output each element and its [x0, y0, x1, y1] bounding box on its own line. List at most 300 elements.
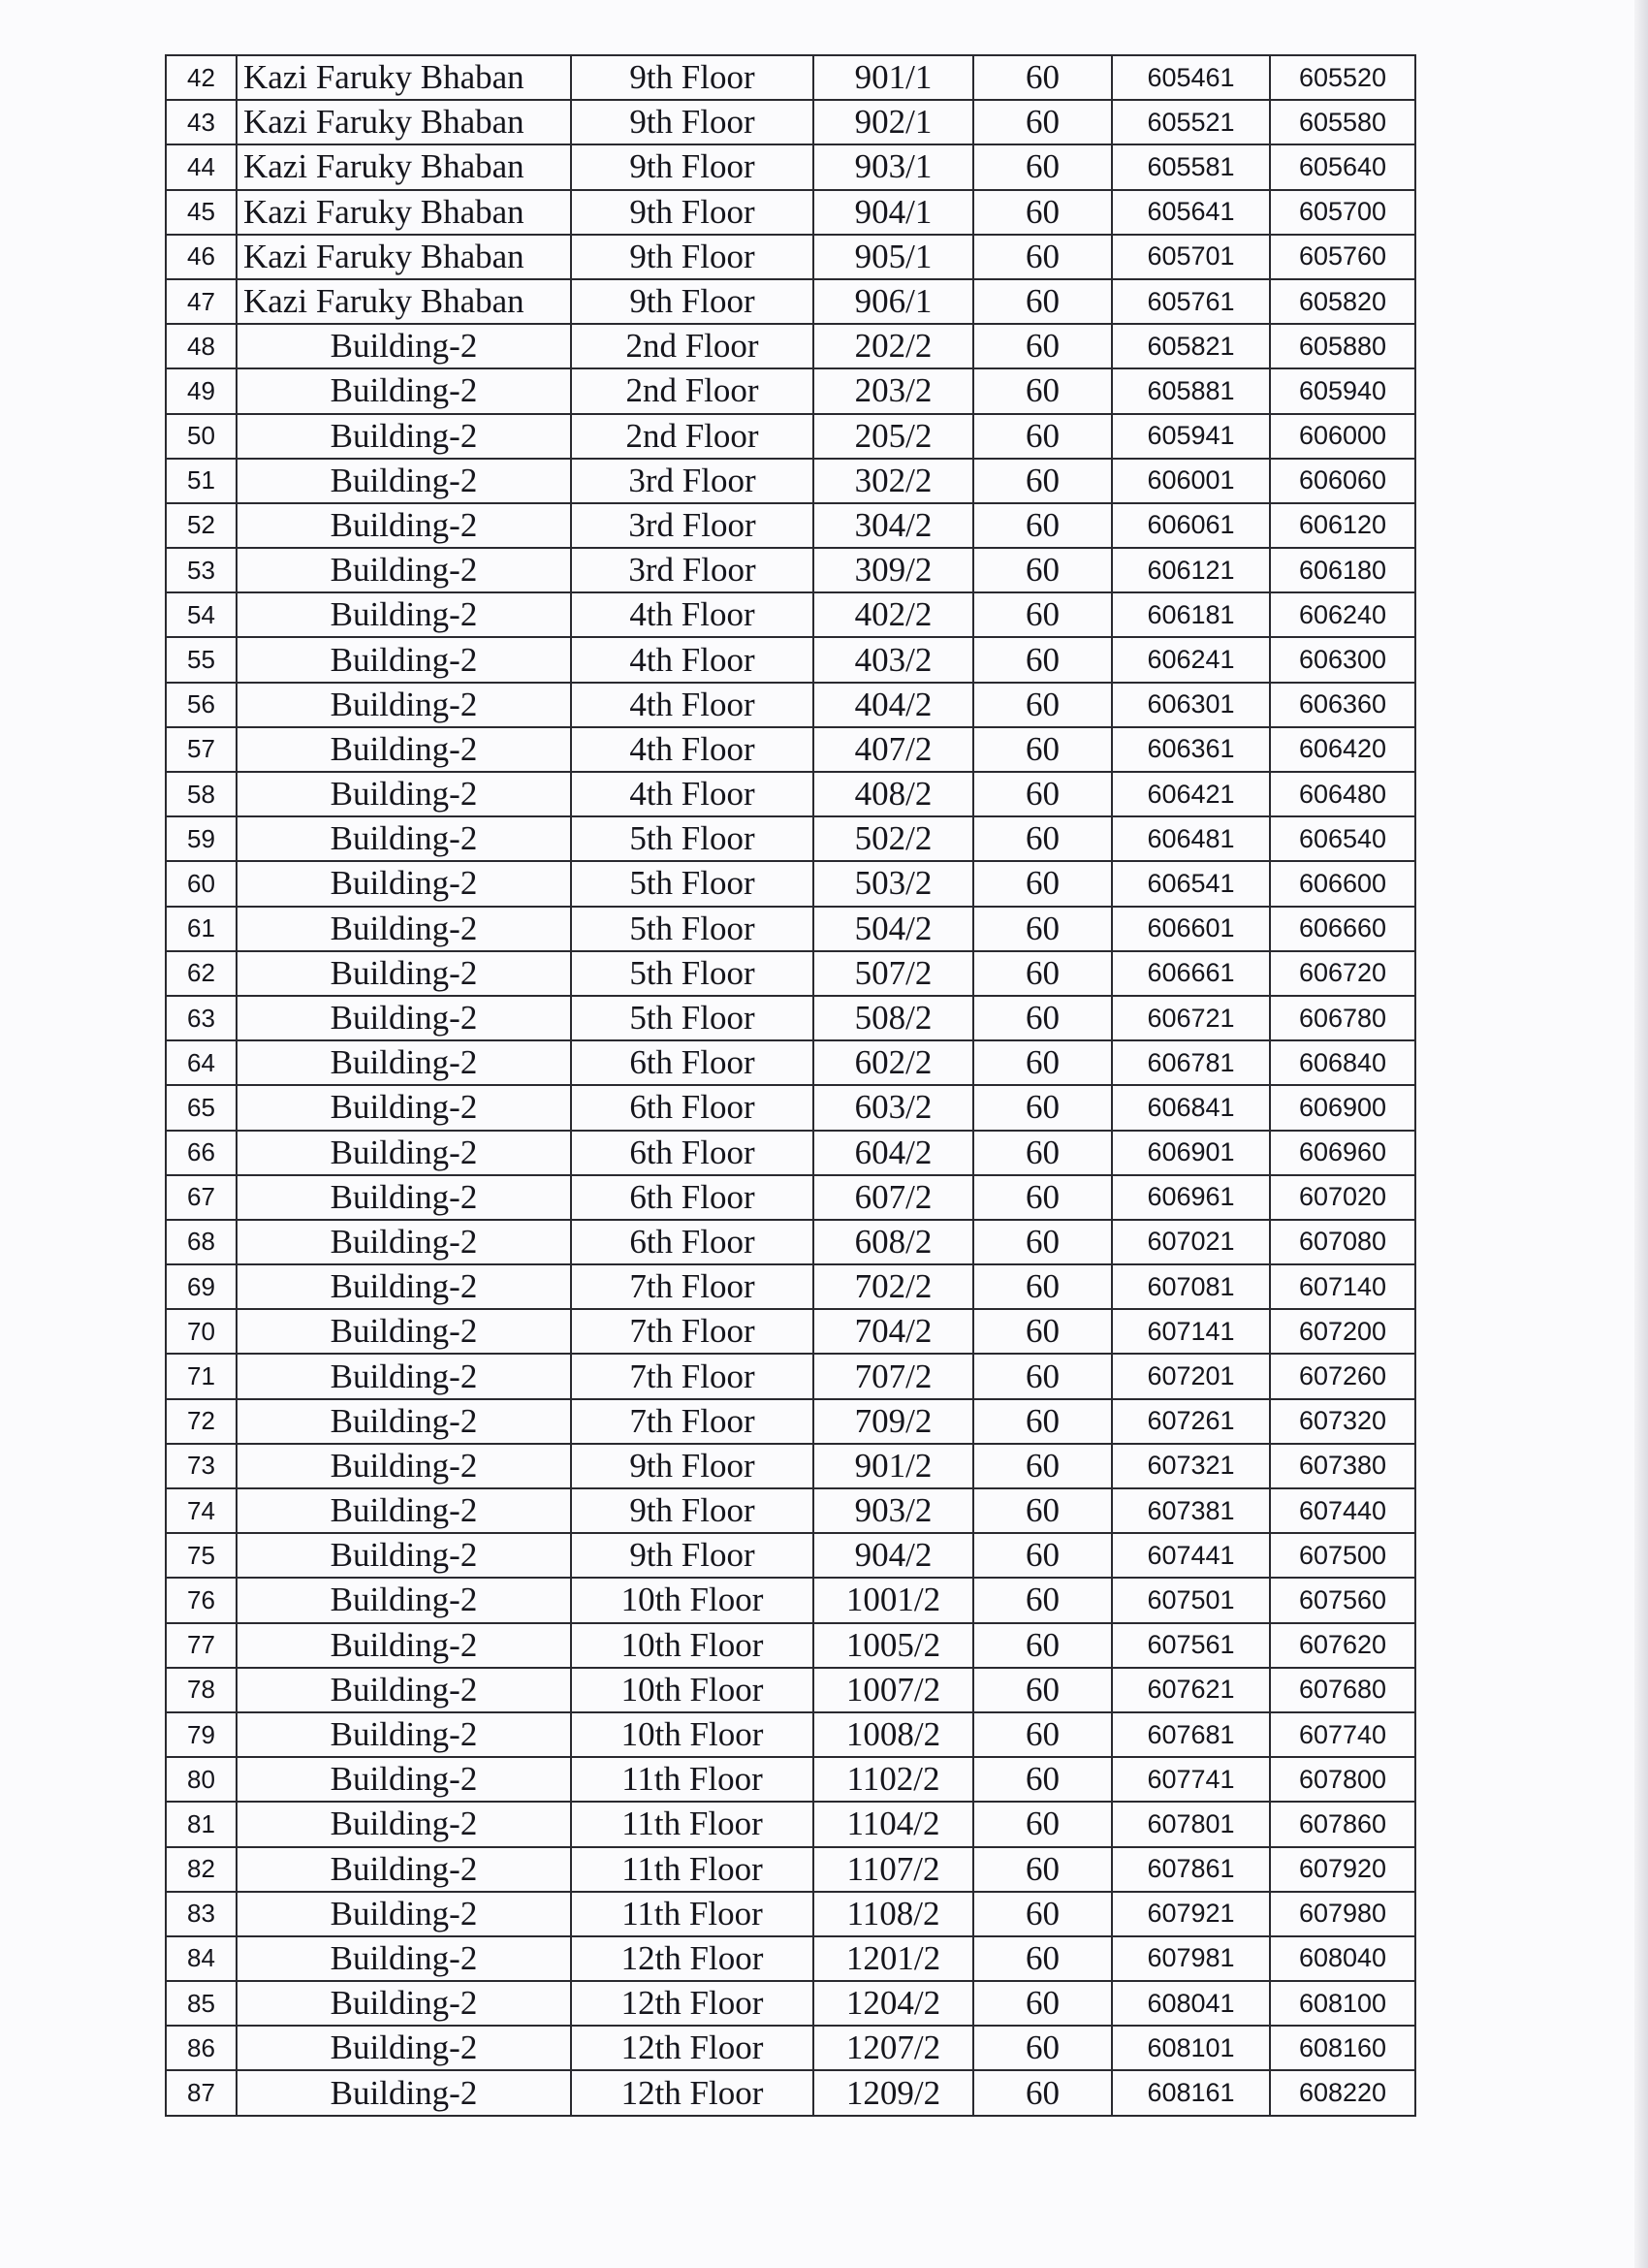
quantity-cell: 60 [973, 1175, 1112, 1220]
building-cell: Building-2 [237, 414, 571, 459]
serial-to-cell: 607140 [1270, 1264, 1415, 1309]
room-cell: 707/2 [813, 1354, 973, 1398]
floor-cell: 2nd Floor [571, 324, 813, 368]
table-row [166, 637, 1415, 682]
building-cell: Building-2 [237, 2070, 571, 2115]
serial-cell: 58 [166, 772, 237, 816]
building-cell: Building-2 [237, 637, 571, 682]
serial-cell: 67 [166, 1175, 237, 1220]
serial-cell: 84 [166, 1936, 237, 1981]
building-cell: Building-2 [237, 548, 571, 592]
building-cell: Kazi Faruky Bhaban [237, 190, 571, 235]
quantity-cell: 60 [973, 1623, 1112, 1668]
serial-to-cell: 607500 [1270, 1533, 1415, 1578]
serial-cell: 81 [166, 1802, 237, 1846]
room-cell: 402/2 [813, 592, 973, 637]
floor-cell: 11th Floor [571, 1802, 813, 1846]
serial-cell: 44 [166, 144, 237, 189]
room-cell: 903/1 [813, 144, 973, 189]
floor-cell: 12th Floor [571, 1981, 813, 2026]
serial-from-cell: 608161 [1112, 2070, 1270, 2115]
floor-cell: 11th Floor [571, 1847, 813, 1892]
serial-from-cell: 607681 [1112, 1712, 1270, 1757]
building-cell: Building-2 [237, 816, 571, 861]
quantity-cell: 60 [973, 683, 1112, 727]
serial-cell: 85 [166, 1981, 237, 2026]
table-row [166, 190, 1415, 235]
floor-cell: 10th Floor [571, 1668, 813, 1712]
floor-cell: 7th Floor [571, 1264, 813, 1309]
table-row [166, 414, 1415, 459]
floor-cell: 5th Floor [571, 907, 813, 951]
serial-to-cell: 607560 [1270, 1578, 1415, 1622]
serial-to-cell: 607800 [1270, 1757, 1415, 1802]
table-row [166, 727, 1415, 772]
serial-from-cell: 606481 [1112, 816, 1270, 861]
table-row [166, 548, 1415, 592]
quantity-cell: 60 [973, 1131, 1112, 1175]
serial-cell: 45 [166, 190, 237, 235]
room-cell: 403/2 [813, 637, 973, 682]
room-cell: 608/2 [813, 1220, 973, 1264]
floor-cell: 6th Floor [571, 1085, 813, 1130]
building-cell: Building-2 [237, 1847, 571, 1892]
quantity-cell: 60 [973, 951, 1112, 996]
building-cell: Building-2 [237, 1668, 571, 1712]
floor-cell: 7th Floor [571, 1354, 813, 1398]
serial-cell: 75 [166, 1533, 237, 1578]
table-row [166, 55, 1415, 100]
building-cell: Building-2 [237, 1623, 571, 1668]
room-cell: 702/2 [813, 1264, 973, 1309]
floor-cell: 6th Floor [571, 1040, 813, 1085]
floor-cell: 9th Floor [571, 55, 813, 100]
table-row [166, 235, 1415, 279]
quantity-cell: 60 [973, 861, 1112, 906]
floor-cell: 7th Floor [571, 1399, 813, 1444]
serial-from-cell: 605821 [1112, 324, 1270, 368]
serial-from-cell: 606061 [1112, 503, 1270, 548]
table-row [166, 100, 1415, 144]
table-body [166, 55, 1415, 2116]
building-cell: Building-2 [237, 592, 571, 637]
quantity-cell: 60 [973, 816, 1112, 861]
building-cell: Kazi Faruky Bhaban [237, 55, 571, 100]
serial-cell: 53 [166, 548, 237, 592]
serial-to-cell: 606600 [1270, 861, 1415, 906]
room-cell: 1001/2 [813, 1578, 973, 1622]
serial-from-cell: 606721 [1112, 996, 1270, 1040]
building-cell: Kazi Faruky Bhaban [237, 144, 571, 189]
table-row [166, 1712, 1415, 1757]
page-edge-shadow [1634, 0, 1648, 2268]
serial-to-cell: 608100 [1270, 1981, 1415, 2026]
floor-cell: 4th Floor [571, 772, 813, 816]
building-cell: Building-2 [237, 324, 571, 368]
building-cell: Building-2 [237, 683, 571, 727]
table-row [166, 368, 1415, 413]
serial-from-cell: 605881 [1112, 368, 1270, 413]
table-row [166, 1085, 1415, 1130]
serial-cell: 56 [166, 683, 237, 727]
floor-cell: 9th Floor [571, 190, 813, 235]
serial-cell: 64 [166, 1040, 237, 1085]
quantity-cell: 60 [973, 907, 1112, 951]
floor-cell: 12th Floor [571, 2070, 813, 2115]
serial-to-cell: 605820 [1270, 279, 1415, 324]
serial-cell: 48 [166, 324, 237, 368]
room-cell: 507/2 [813, 951, 973, 996]
building-cell: Building-2 [237, 1220, 571, 1264]
room-cell: 504/2 [813, 907, 973, 951]
room-cell: 1209/2 [813, 2070, 973, 2115]
serial-to-cell: 606720 [1270, 951, 1415, 996]
serial-cell: 59 [166, 816, 237, 861]
table-row [166, 1399, 1415, 1444]
table-row [166, 1354, 1415, 1398]
building-cell: Building-2 [237, 1040, 571, 1085]
floor-cell: 4th Floor [571, 683, 813, 727]
serial-from-cell: 605761 [1112, 279, 1270, 324]
table-row [166, 1309, 1415, 1354]
room-cell: 1204/2 [813, 1981, 973, 2026]
serial-cell: 68 [166, 1220, 237, 1264]
building-cell: Kazi Faruky Bhaban [237, 279, 571, 324]
serial-from-cell: 607021 [1112, 1220, 1270, 1264]
floor-cell: 9th Floor [571, 235, 813, 279]
serial-to-cell: 606180 [1270, 548, 1415, 592]
serial-from-cell: 606241 [1112, 637, 1270, 682]
room-cell: 304/2 [813, 503, 973, 548]
room-cell: 604/2 [813, 1131, 973, 1175]
serial-to-cell: 605640 [1270, 144, 1415, 189]
serial-from-cell: 605461 [1112, 55, 1270, 100]
table-row [166, 279, 1415, 324]
serial-to-cell: 607380 [1270, 1444, 1415, 1488]
quantity-cell: 60 [973, 55, 1112, 100]
serial-cell: 87 [166, 2070, 237, 2115]
quantity-cell: 60 [973, 1578, 1112, 1622]
table-row [166, 2026, 1415, 2070]
building-cell: Building-2 [237, 1354, 571, 1398]
floor-cell: 5th Floor [571, 861, 813, 906]
serial-cell: 82 [166, 1847, 237, 1892]
serial-from-cell: 607921 [1112, 1892, 1270, 1936]
room-cell: 503/2 [813, 861, 973, 906]
building-cell: Building-2 [237, 1131, 571, 1175]
serial-to-cell: 605700 [1270, 190, 1415, 235]
quantity-cell: 60 [973, 772, 1112, 816]
room-cell: 709/2 [813, 1399, 973, 1444]
building-cell: Building-2 [237, 996, 571, 1040]
serial-from-cell: 607201 [1112, 1354, 1270, 1398]
serial-to-cell: 606900 [1270, 1085, 1415, 1130]
serial-to-cell: 606120 [1270, 503, 1415, 548]
serial-from-cell: 606001 [1112, 459, 1270, 503]
quantity-cell: 60 [973, 727, 1112, 772]
serial-to-cell: 606780 [1270, 996, 1415, 1040]
table-row [166, 1488, 1415, 1533]
serial-from-cell: 607141 [1112, 1309, 1270, 1354]
serial-cell: 47 [166, 279, 237, 324]
quantity-cell: 60 [973, 1399, 1112, 1444]
building-cell: Building-2 [237, 1981, 571, 2026]
table-row [166, 1220, 1415, 1264]
serial-cell: 72 [166, 1399, 237, 1444]
serial-to-cell: 607020 [1270, 1175, 1415, 1220]
floor-cell: 9th Floor [571, 100, 813, 144]
building-cell: Building-2 [237, 907, 571, 951]
serial-to-cell: 605880 [1270, 324, 1415, 368]
floor-cell: 4th Floor [571, 727, 813, 772]
quantity-cell: 60 [973, 592, 1112, 637]
quantity-cell: 60 [973, 503, 1112, 548]
table-row [166, 816, 1415, 861]
building-cell: Building-2 [237, 1399, 571, 1444]
serial-from-cell: 605701 [1112, 235, 1270, 279]
serial-cell: 71 [166, 1354, 237, 1398]
table-row [166, 2070, 1415, 2115]
floor-cell: 5th Floor [571, 996, 813, 1040]
quantity-cell: 60 [973, 548, 1112, 592]
serial-from-cell: 607861 [1112, 1847, 1270, 1892]
serial-to-cell: 606300 [1270, 637, 1415, 682]
table-row [166, 1892, 1415, 1936]
serial-from-cell: 607501 [1112, 1578, 1270, 1622]
floor-cell: 12th Floor [571, 1936, 813, 1981]
table-row [166, 1668, 1415, 1712]
serial-cell: 57 [166, 727, 237, 772]
room-cell: 901/1 [813, 55, 973, 100]
floor-cell: 6th Floor [571, 1131, 813, 1175]
room-cell: 603/2 [813, 1085, 973, 1130]
building-cell: Building-2 [237, 1085, 571, 1130]
room-cell: 1005/2 [813, 1623, 973, 1668]
quantity-cell: 60 [973, 414, 1112, 459]
table-row [166, 683, 1415, 727]
room-cell: 903/2 [813, 1488, 973, 1533]
building-cell: Building-2 [237, 861, 571, 906]
quantity-cell: 60 [973, 1040, 1112, 1085]
table-row [166, 324, 1415, 368]
serial-from-cell: 606121 [1112, 548, 1270, 592]
quantity-cell: 60 [973, 1264, 1112, 1309]
quantity-cell: 60 [973, 324, 1112, 368]
serial-to-cell: 605520 [1270, 55, 1415, 100]
table-row [166, 1131, 1415, 1175]
serial-to-cell: 605760 [1270, 235, 1415, 279]
floor-cell: 9th Floor [571, 144, 813, 189]
quantity-cell: 60 [973, 1309, 1112, 1354]
quantity-cell: 60 [973, 1668, 1112, 1712]
building-cell: Building-2 [237, 1444, 571, 1488]
quantity-cell: 60 [973, 1354, 1112, 1398]
floor-cell: 5th Floor [571, 816, 813, 861]
serial-cell: 74 [166, 1488, 237, 1533]
room-cell: 607/2 [813, 1175, 973, 1220]
room-cell: 902/1 [813, 100, 973, 144]
quantity-cell: 60 [973, 1892, 1112, 1936]
serial-from-cell: 608101 [1112, 2026, 1270, 2070]
serial-from-cell: 607561 [1112, 1623, 1270, 1668]
floor-cell: 10th Floor [571, 1578, 813, 1622]
serial-cell: 51 [166, 459, 237, 503]
allocation-table-container [165, 54, 1416, 2117]
serial-to-cell: 607440 [1270, 1488, 1415, 1533]
floor-cell: 6th Floor [571, 1175, 813, 1220]
serial-cell: 43 [166, 100, 237, 144]
building-cell: Building-2 [237, 772, 571, 816]
table-row [166, 1533, 1415, 1578]
table-row [166, 1175, 1415, 1220]
serial-from-cell: 606301 [1112, 683, 1270, 727]
room-cell: 1201/2 [813, 1936, 973, 1981]
building-cell: Building-2 [237, 1309, 571, 1354]
floor-cell: 4th Floor [571, 637, 813, 682]
serial-to-cell: 607620 [1270, 1623, 1415, 1668]
serial-cell: 83 [166, 1892, 237, 1936]
floor-cell: 3rd Floor [571, 548, 813, 592]
room-cell: 404/2 [813, 683, 973, 727]
serial-cell: 54 [166, 592, 237, 637]
serial-from-cell: 607081 [1112, 1264, 1270, 1309]
room-cell: 1008/2 [813, 1712, 973, 1757]
serial-from-cell: 606601 [1112, 907, 1270, 951]
room-cell: 309/2 [813, 548, 973, 592]
quantity-cell: 60 [973, 2026, 1112, 2070]
building-cell: Building-2 [237, 2026, 571, 2070]
serial-cell: 52 [166, 503, 237, 548]
floor-cell: 10th Floor [571, 1623, 813, 1668]
quantity-cell: 60 [973, 1488, 1112, 1533]
quantity-cell: 60 [973, 637, 1112, 682]
serial-to-cell: 605940 [1270, 368, 1415, 413]
serial-cell: 62 [166, 951, 237, 996]
room-cell: 203/2 [813, 368, 973, 413]
serial-from-cell: 607741 [1112, 1757, 1270, 1802]
floor-cell: 11th Floor [571, 1757, 813, 1802]
serial-to-cell: 607320 [1270, 1399, 1415, 1444]
serial-from-cell: 607621 [1112, 1668, 1270, 1712]
serial-cell: 79 [166, 1712, 237, 1757]
room-cell: 1104/2 [813, 1802, 973, 1846]
room-cell: 502/2 [813, 816, 973, 861]
room-cell: 1207/2 [813, 2026, 973, 2070]
serial-from-cell: 607381 [1112, 1488, 1270, 1533]
serial-from-cell: 605581 [1112, 144, 1270, 189]
room-cell: 407/2 [813, 727, 973, 772]
floor-cell: 10th Floor [571, 1712, 813, 1757]
floor-cell: 9th Floor [571, 279, 813, 324]
building-cell: Building-2 [237, 1757, 571, 1802]
building-cell: Building-2 [237, 1892, 571, 1936]
table-row [166, 1040, 1415, 1085]
floor-cell: 12th Floor [571, 2026, 813, 2070]
serial-to-cell: 607200 [1270, 1309, 1415, 1354]
table-row [166, 1264, 1415, 1309]
table-row [166, 1757, 1415, 1802]
serial-from-cell: 607441 [1112, 1533, 1270, 1578]
serial-cell: 65 [166, 1085, 237, 1130]
quantity-cell: 60 [973, 1936, 1112, 1981]
serial-to-cell: 606540 [1270, 816, 1415, 861]
quantity-cell: 60 [973, 1444, 1112, 1488]
room-cell: 906/1 [813, 279, 973, 324]
serial-from-cell: 607321 [1112, 1444, 1270, 1488]
quantity-cell: 60 [973, 1981, 1112, 2026]
serial-cell: 78 [166, 1668, 237, 1712]
room-cell: 205/2 [813, 414, 973, 459]
room-cell: 1108/2 [813, 1892, 973, 1936]
serial-cell: 46 [166, 235, 237, 279]
floor-cell: 2nd Floor [571, 368, 813, 413]
table-row [166, 1444, 1415, 1488]
serial-to-cell: 607920 [1270, 1847, 1415, 1892]
serial-to-cell: 607980 [1270, 1892, 1415, 1936]
serial-to-cell: 606360 [1270, 683, 1415, 727]
building-cell: Kazi Faruky Bhaban [237, 100, 571, 144]
building-cell: Building-2 [237, 1488, 571, 1533]
serial-from-cell: 606961 [1112, 1175, 1270, 1220]
quantity-cell: 60 [973, 368, 1112, 413]
quantity-cell: 60 [973, 1712, 1112, 1757]
table-row [166, 1802, 1415, 1846]
table-row [166, 861, 1415, 906]
quantity-cell: 60 [973, 144, 1112, 189]
building-cell: Kazi Faruky Bhaban [237, 235, 571, 279]
quantity-cell: 60 [973, 190, 1112, 235]
serial-to-cell: 606000 [1270, 414, 1415, 459]
serial-from-cell: 606901 [1112, 1131, 1270, 1175]
quantity-cell: 60 [973, 279, 1112, 324]
table-row [166, 1981, 1415, 2026]
building-cell: Building-2 [237, 368, 571, 413]
room-cell: 1102/2 [813, 1757, 973, 1802]
serial-cell: 50 [166, 414, 237, 459]
quantity-cell: 60 [973, 1757, 1112, 1802]
serial-from-cell: 606421 [1112, 772, 1270, 816]
serial-from-cell: 606361 [1112, 727, 1270, 772]
serial-cell: 63 [166, 996, 237, 1040]
room-cell: 202/2 [813, 324, 973, 368]
serial-cell: 69 [166, 1264, 237, 1309]
quantity-cell: 60 [973, 235, 1112, 279]
serial-cell: 55 [166, 637, 237, 682]
room-cell: 1007/2 [813, 1668, 973, 1712]
room-cell: 602/2 [813, 1040, 973, 1085]
serial-to-cell: 606420 [1270, 727, 1415, 772]
serial-from-cell: 605521 [1112, 100, 1270, 144]
serial-to-cell: 606240 [1270, 592, 1415, 637]
serial-from-cell: 607981 [1112, 1936, 1270, 1981]
building-cell: Building-2 [237, 1175, 571, 1220]
table-row [166, 772, 1415, 816]
serial-to-cell: 608040 [1270, 1936, 1415, 1981]
building-cell: Building-2 [237, 1712, 571, 1757]
table-row [166, 1623, 1415, 1668]
room-cell: 904/1 [813, 190, 973, 235]
building-cell: Building-2 [237, 1802, 571, 1846]
building-cell: Building-2 [237, 1533, 571, 1578]
room-cell: 408/2 [813, 772, 973, 816]
serial-to-cell: 608220 [1270, 2070, 1415, 2115]
serial-from-cell: 606181 [1112, 592, 1270, 637]
quantity-cell: 60 [973, 1085, 1112, 1130]
serial-to-cell: 607860 [1270, 1802, 1415, 1846]
serial-to-cell: 608160 [1270, 2026, 1415, 2070]
serial-cell: 60 [166, 861, 237, 906]
floor-cell: 11th Floor [571, 1892, 813, 1936]
